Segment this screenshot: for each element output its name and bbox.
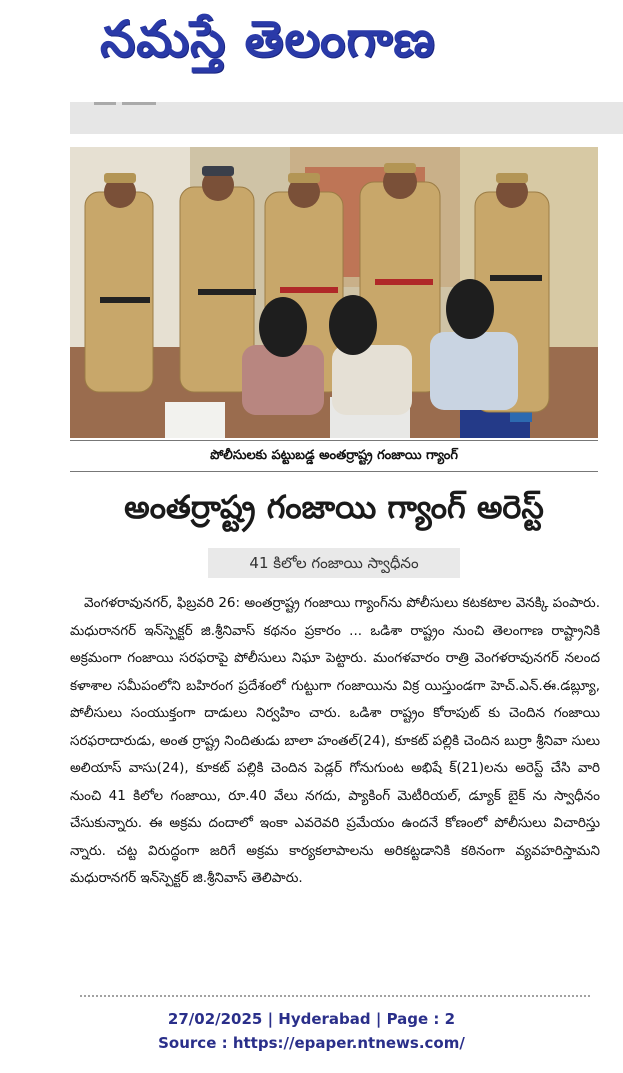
masthead-title: నమస్తే తెలంగాణ [100,9,436,68]
news-photo [70,147,598,438]
article-body [70,590,600,893]
photo-caption-strip [70,440,598,472]
article-subhead: 41 కిలోల గంజాయి స్వాధీనం [208,548,460,578]
footer-source: Source : https://epaper.ntnews.com/ [158,1034,465,1052]
footer-date-edition: 27/02/2025 | Hyderabad | Page : 2 [167,1010,456,1028]
article-headline: అంతర్రాష్ట్ర గంజాయి గ్యాంగ్ అరెస్ట్ [124,488,544,526]
header-bar [70,102,623,134]
page-cut-line [80,995,590,1001]
bar-tick [94,102,116,105]
article-paragraph: వెంగళరావునగర్, ఫిబ్రవరి 26: అంతర్రాష్ట్ర గంజాయి గ్యాంగ్‌ను పోలీసులు కటకటాల వెనక్కి పంపారు. మధురానగర్ ఇన్‌స్పెక్టర్ జి.శ్రీనివాస్ కథనం ప్రకారం ... ఒడిశా రాష్ట్రం నుంచి తెలంగాణ రాష్ట్రానికి అక్రమంగా గంజాయి సరఫరాపై పోలీసులు నిఘా పెట్టారు. మంగళవారం రాత్రి వెంగళరావునగర్ నలంద కళాశాల సమీపంలోని బహిరంగ ప్రదేశంలో గుట్టుగా గంజాయిను విక్ర యిస్తుండగా హెచ్.ఎన్.ఈ.డబ్ల్యూ, పోలీసులు సంయుక్తంగా దాడులు నిర్వహిం చారు. ఒడిశా రాష్ట్రం కోరాపుట్ కు చెందిన గంజాయి సరఫరాదారుడు, అంత ర్రాష్ట్ర నిందితుడు బాలా హంతల్(24), కూకట్ పల్లికి చెందిన బుర్రా శ్రీనివా సులు అలియాస్ వాసు(24), కూకట్ పల్లికి చెందిన పెడ్లర్ గోనుగుంట అభిషే క్(21)లను అరెస్ట్ చేసి వారి నుంచి 41 కిలోల గంజాయి, రూ.40 వేలు నగదు, ప్యాకింగ్ మెటీరియల్, డ్యూక్ బైక్ ను స్వాధీనం చేసుకున్నారు. ఈ అక్రమ దందాలో ఇంకా ఎవరెవరి ప్రమేయం ఉందనే కోణంలో పోలీసులు విచారిస్తు న్నారు. చట్ట విరుద్ధంగా జరిగే అక్రమ కార్యకలాపాలను అరికట్టడానికి కఠినంగా వ్యవహరిస్తామని మధురానగర్ ఇన్‌స్పెక్టర్ జి.శ్రీనివాస్ తెలిపారు. [70,595,600,886]
police-group-photo [70,147,598,438]
bar-tick [122,102,156,105]
photo-caption: పోలీసులకు పట్టుబడ్డ అంతర్రాష్ట్ర గంజాయి గ్యాంగ్ [210,448,458,463]
